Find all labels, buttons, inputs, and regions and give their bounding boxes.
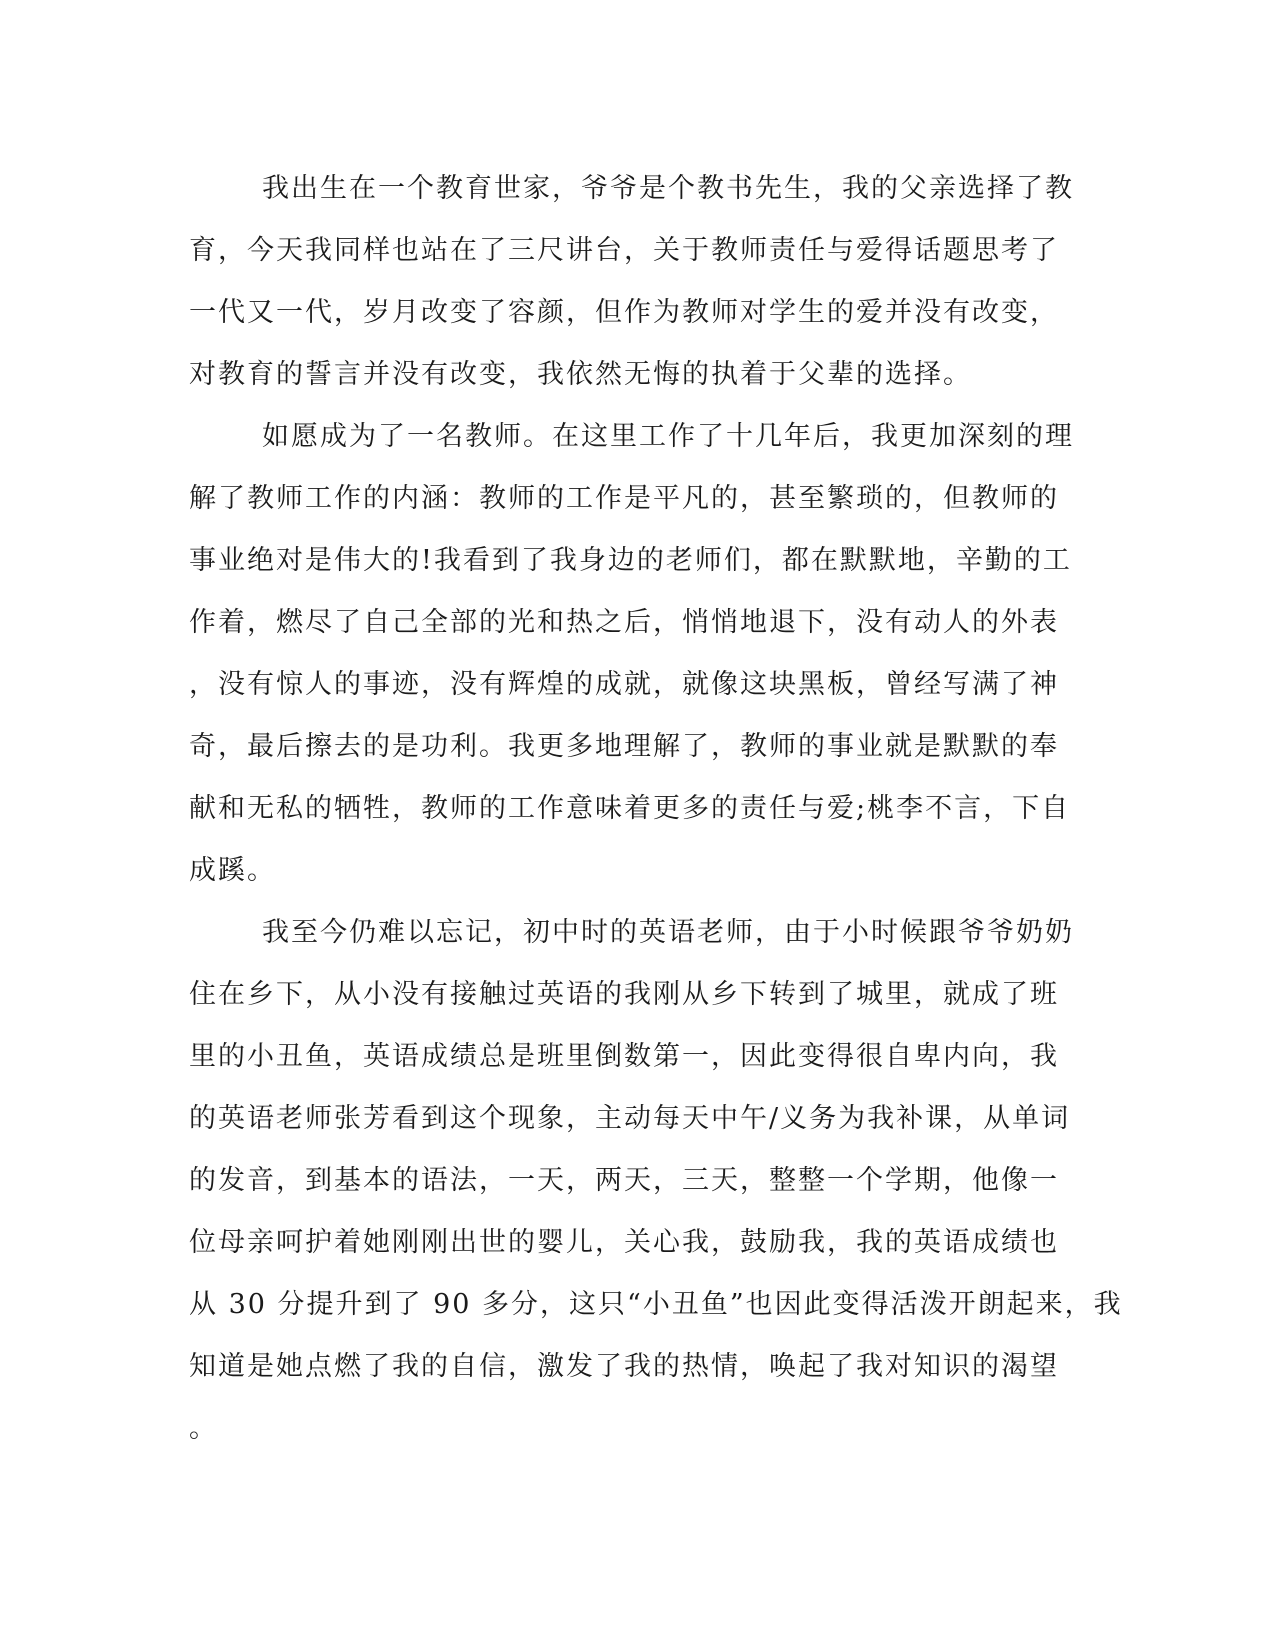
document-body <box>189 158 1123 1460</box>
text-line: 育，今天我同样也站在了三尺讲台，关于教师责任与爱得话题思考了 <box>189 235 1059 266</box>
text-line: 成蹊。 <box>189 855 276 886</box>
text-line: 从 30 分提升到了 90 多分，这只“小丑鱼”也因此变得活泼开朗起来，我 <box>189 1289 1123 1320</box>
paragraph-3 <box>189 902 1123 1460</box>
text-line: 我出生在一个教育世家，爷爷是个教书先生，我的父亲选择了教 <box>262 173 1074 204</box>
text-line: 对教育的誓言并没有改变，我依然无悔的执着于父辈的选择。 <box>189 359 972 390</box>
text-line: 如愿成为了一名教师。在这里工作了十几年后，我更加深刻的理 <box>262 421 1074 452</box>
text-line: 献和无私的牺牲，教师的工作意味着更多的责任与爱;桃李不言，下自 <box>189 793 1071 824</box>
paragraph-2 <box>189 406 1089 902</box>
text-line: 里的小丑鱼，英语成绩总是班里倒数第一，因此变得很自卑内向，我 <box>189 1041 1059 1072</box>
text-line: 解了教师工作的内涵：教师的工作是平凡的，甚至繁琐的，但教师的 <box>189 483 1059 514</box>
text-line: 的英语老师张芳看到这个现象，主动每天中午/义务为我补课，从单词 <box>189 1103 1071 1134</box>
text-line: 住在乡下，从小没有接触过英语的我刚从乡下转到了城里，就成了班 <box>189 979 1059 1010</box>
text-line: 位母亲呵护着她刚刚出世的婴儿，关心我，鼓励我，我的英语成绩也 <box>189 1227 1059 1258</box>
text-line: 知道是她点燃了我的自信，激发了我的热情，唤起了我对知识的渴望 <box>189 1351 1059 1382</box>
text-line: 一代又一代，岁月改变了容颜，但作为教师对学生的爱并没有改变， <box>189 297 1059 328</box>
paragraph-1 <box>189 158 1089 406</box>
text-line: 事业绝对是伟大的!我看到了我身边的老师们，都在默默地，辛勤的工 <box>189 545 1072 576</box>
text-line: 我至今仍难以忘记，初中时的英语老师，由于小时候跟爷爷奶奶 <box>262 917 1074 948</box>
text-line: 作着，燃尽了自己全部的光和热之后，悄悄地退下，没有动人的外表 <box>189 607 1059 638</box>
text-line: ，没有惊人的事迹，没有辉煌的成就，就像这块黑板，曾经写满了神 <box>189 669 1059 700</box>
text-line: 。 <box>189 1413 218 1444</box>
text-line: 奇，最后擦去的是功利。我更多地理解了，教师的事业就是默默的奉 <box>189 731 1059 762</box>
text-line: 的发音，到基本的语法，一天，两天，三天，整整一个学期，他像一 <box>189 1165 1059 1196</box>
